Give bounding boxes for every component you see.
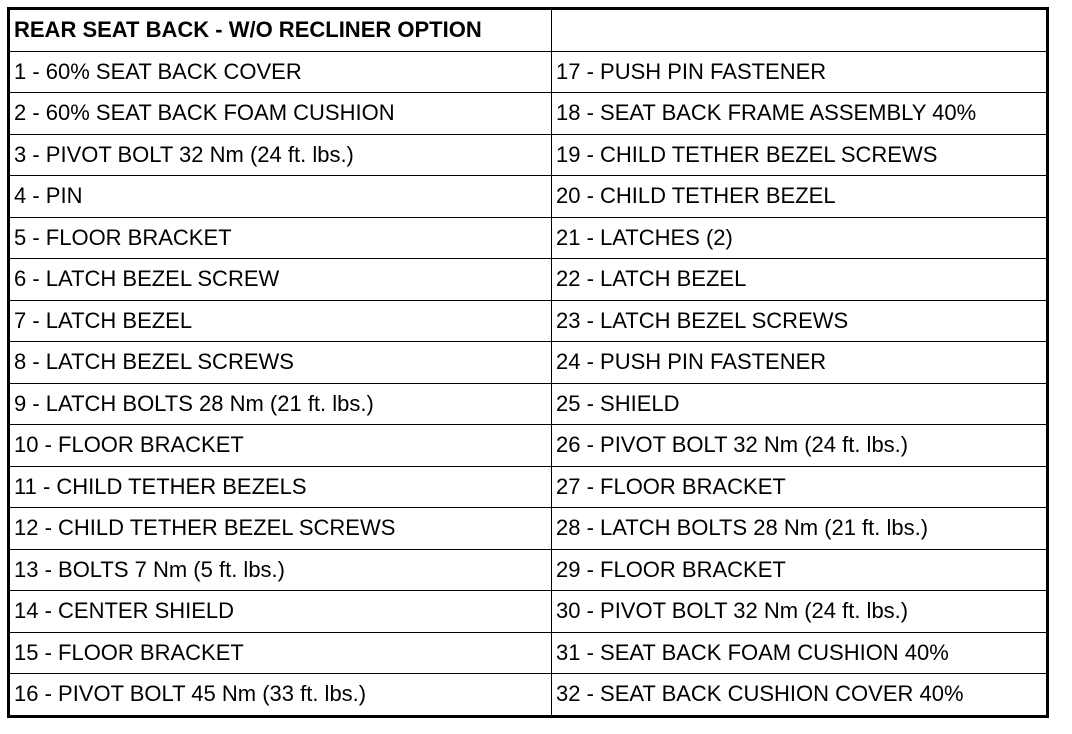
part-cell-right: 31 - SEAT BACK FOAM CUSHION 40% xyxy=(552,632,1048,674)
part-cell-left: 4 - PIN xyxy=(9,176,552,218)
part-cell-right: 24 - PUSH PIN FASTENER xyxy=(552,342,1048,384)
table-row xyxy=(9,674,1048,717)
part-cell-right: 27 - FLOOR BRACKET xyxy=(552,466,1048,508)
table-row xyxy=(9,549,1048,591)
part-cell-left: 11 - CHILD TETHER BEZELS xyxy=(9,466,552,508)
table-header-row xyxy=(9,9,1048,52)
part-cell-right: 19 - CHILD TETHER BEZEL SCREWS xyxy=(552,134,1048,176)
part-cell-right: 21 - LATCHES (2) xyxy=(552,217,1048,259)
part-cell-right: 26 - PIVOT BOLT 32 Nm (24 ft. lbs.) xyxy=(552,425,1048,467)
table-row xyxy=(9,259,1048,301)
part-cell-right: 20 - CHILD TETHER BEZEL xyxy=(552,176,1048,218)
part-cell-left: 6 - LATCH BEZEL SCREW xyxy=(9,259,552,301)
part-cell-right: 22 - LATCH BEZEL xyxy=(552,259,1048,301)
part-cell-right: 18 - SEAT BACK FRAME ASSEMBLY 40% xyxy=(552,93,1048,135)
table-row xyxy=(9,632,1048,674)
table-row xyxy=(9,508,1048,550)
table-row xyxy=(9,134,1048,176)
table-row xyxy=(9,93,1048,135)
part-cell-left: 14 - CENTER SHIELD xyxy=(9,591,552,633)
part-cell-left: 12 - CHILD TETHER BEZEL SCREWS xyxy=(9,508,552,550)
parts-legend-table xyxy=(7,7,1049,718)
part-cell-left: 10 - FLOOR BRACKET xyxy=(9,425,552,467)
table-row xyxy=(9,591,1048,633)
table-row xyxy=(9,342,1048,384)
table-row xyxy=(9,176,1048,218)
table-row xyxy=(9,300,1048,342)
part-cell-left: 16 - PIVOT BOLT 45 Nm (33 ft. lbs.) xyxy=(9,674,552,717)
part-cell-left: 13 - BOLTS 7 Nm (5 ft. lbs.) xyxy=(9,549,552,591)
part-cell-left: 3 - PIVOT BOLT 32 Nm (24 ft. lbs.) xyxy=(9,134,552,176)
table-title: REAR SEAT BACK - W/O RECLINER OPTION xyxy=(9,9,552,52)
part-cell-left: 9 - LATCH BOLTS 28 Nm (21 ft. lbs.) xyxy=(9,383,552,425)
part-cell-right: 28 - LATCH BOLTS 28 Nm (21 ft. lbs.) xyxy=(552,508,1048,550)
table-row xyxy=(9,217,1048,259)
table-row xyxy=(9,51,1048,93)
part-cell-left: 5 - FLOOR BRACKET xyxy=(9,217,552,259)
part-cell-left: 2 - 60% SEAT BACK FOAM CUSHION xyxy=(9,93,552,135)
part-cell-right: 17 - PUSH PIN FASTENER xyxy=(552,51,1048,93)
part-cell-left: 1 - 60% SEAT BACK COVER xyxy=(9,51,552,93)
table-title-empty-cell xyxy=(552,9,1048,52)
part-cell-right: 32 - SEAT BACK CUSHION COVER 40% xyxy=(552,674,1048,717)
part-cell-right: 30 - PIVOT BOLT 32 Nm (24 ft. lbs.) xyxy=(552,591,1048,633)
table-row xyxy=(9,466,1048,508)
part-cell-left: 15 - FLOOR BRACKET xyxy=(9,632,552,674)
part-cell-right: 25 - SHIELD xyxy=(552,383,1048,425)
part-cell-right: 29 - FLOOR BRACKET xyxy=(552,549,1048,591)
part-cell-right: 23 - LATCH BEZEL SCREWS xyxy=(552,300,1048,342)
parts-legend-body xyxy=(9,9,1048,717)
part-cell-left: 8 - LATCH BEZEL SCREWS xyxy=(9,342,552,384)
part-cell-left: 7 - LATCH BEZEL xyxy=(9,300,552,342)
table-row xyxy=(9,383,1048,425)
table-row xyxy=(9,425,1048,467)
